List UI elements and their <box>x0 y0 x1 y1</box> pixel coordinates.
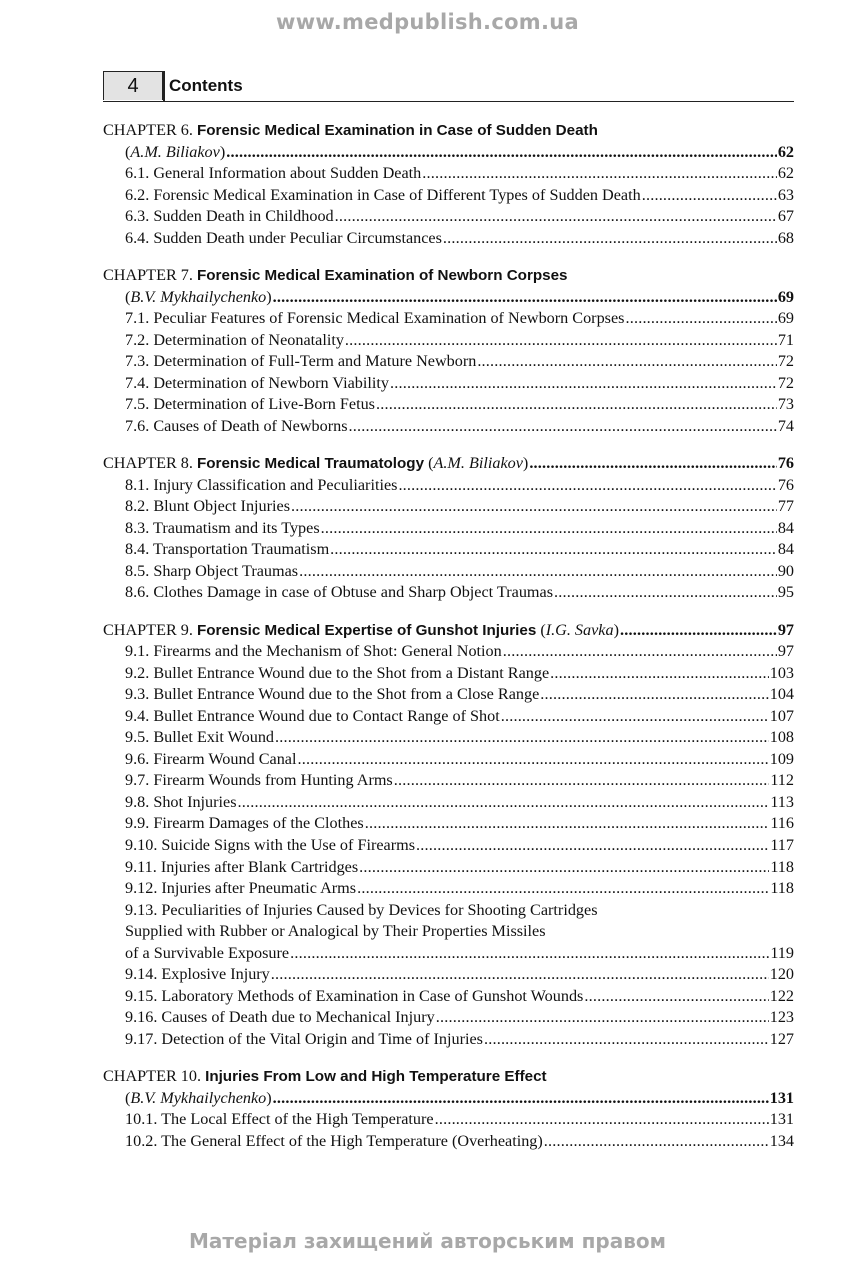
toc-entry[interactable] <box>103 496 794 518</box>
toc-entry[interactable] <box>103 185 794 207</box>
chapter-6-heading[interactable] <box>103 120 794 142</box>
dot-leader <box>476 351 777 373</box>
watermark-top: www.medpublish.com.ua <box>276 10 579 34</box>
chapter-8-prefix: CHAPTER 8. <box>103 454 193 473</box>
toc-entry[interactable] <box>103 1029 794 1051</box>
toc-entry-label: 9.6. Firearm Wound Canal <box>125 749 297 768</box>
chapter-6-title: Forensic Medical Examination in Case of Sudden Death <box>197 122 598 139</box>
dot-leader <box>274 727 769 749</box>
toc-entry-page: 113 <box>770 792 794 811</box>
toc-entry-page: 120 <box>769 965 794 984</box>
toc-entry-page: 68 <box>777 228 794 247</box>
chapter-6-page: 62 <box>777 142 794 161</box>
toc-entry-label: 8.1. Injury Classification and Peculiarities <box>125 475 398 494</box>
dot-leader <box>434 1109 769 1131</box>
toc-entry-multiline[interactable] <box>103 921 794 943</box>
toc-entry-page: 103 <box>769 663 794 682</box>
dot-leader <box>334 206 777 228</box>
toc-entry[interactable] <box>103 813 794 835</box>
dot-leader <box>375 394 777 416</box>
dot-leader <box>358 857 769 879</box>
toc-entry[interactable] <box>103 706 794 728</box>
page-number: 4 <box>103 71 163 100</box>
toc-entry-page: 69 <box>777 309 794 328</box>
toc-entry-page: 112 <box>770 771 794 790</box>
toc-entry-page: 122 <box>769 986 794 1005</box>
toc-entry-label: 7.5. Determination of Live-Born Fetus <box>125 395 375 414</box>
chapter-9-page: 97 <box>777 620 794 639</box>
dot-leader <box>528 453 777 475</box>
toc-entry-page: 71 <box>777 330 794 349</box>
toc-entry-page: 74 <box>777 416 794 435</box>
toc-entry-label: 9.2. Bullet Entrance Wound due to the Shot from a Distant Range <box>125 663 550 682</box>
toc-entry-label: 10.2. The General Effect of the High Temperature (Overheating) <box>125 1131 543 1150</box>
toc-entry[interactable] <box>103 1007 794 1029</box>
chapter-8-author: A.M. Biliakov <box>433 454 523 473</box>
toc-entry-page: 90 <box>777 561 794 580</box>
dot-leader <box>344 330 777 352</box>
dot-leader <box>356 878 769 900</box>
toc-entry-label: 9.16. Causes of Death due to Mechanical Injury <box>125 1008 435 1027</box>
toc-entry[interactable] <box>103 663 794 685</box>
dot-leader <box>502 641 777 663</box>
toc-entry[interactable] <box>103 878 794 900</box>
toc-entry-label: 6.3. Sudden Death in Childhood <box>125 207 334 226</box>
chapter-8-title: Forensic Medical Traumatology <box>197 455 425 473</box>
toc-entry[interactable] <box>103 539 794 561</box>
dot-leader <box>442 228 777 250</box>
toc-entry-label: 6.1. General Information about Sudden Death <box>125 164 422 183</box>
toc-entry-label: 7.3. Determination of Full-Term and Mature Newborn <box>125 352 477 371</box>
dot-leader <box>270 964 769 986</box>
toc-entry[interactable] <box>103 561 794 583</box>
toc-entry-page: 72 <box>777 373 794 392</box>
toc-entry[interactable] <box>103 857 794 879</box>
toc-entry-label: Supplied with Rubber or Analogical by Their Properties Missiles <box>125 922 546 941</box>
toc-entry[interactable] <box>103 518 794 540</box>
toc-entry-page: 116 <box>770 814 794 833</box>
toc-entry[interactable] <box>103 641 794 663</box>
chapter-10-author: B.V. Mykhailychenko <box>130 1088 267 1107</box>
dot-leader <box>543 1131 769 1153</box>
toc-entry-page: 131 <box>769 1110 794 1129</box>
chapter-9-author: I.G. Savka <box>545 620 614 639</box>
dot-leader <box>237 792 770 814</box>
chapter-9-title: Forensic Medical Expertise of Gunshot Injuries <box>197 621 537 639</box>
chapter-10-page: 131 <box>769 1088 794 1107</box>
dot-leader <box>298 561 777 583</box>
toc-entry[interactable] <box>103 1131 794 1153</box>
toc-entry-page: 84 <box>777 540 794 559</box>
dot-leader <box>397 475 776 497</box>
chapter-6-prefix: CHAPTER 6. <box>103 121 193 139</box>
chapter-7-prefix: CHAPTER 7. <box>103 265 193 284</box>
dot-leader <box>421 163 777 185</box>
toc-entry-multiline[interactable] <box>103 943 794 965</box>
dot-leader <box>290 496 777 518</box>
toc-entry-label: 9.15. Laboratory Methods of Examination in Case of Gunshot Wounds <box>125 986 584 1005</box>
toc-entry-label: 8.4. Transportation Traumatism <box>125 540 330 559</box>
chapter-6-author-line[interactable]: (A.M. Biliakov) ..... 62 <box>103 142 794 164</box>
chapter-9-heading[interactable]: CHAPTER 9. Forensic Medical Expertise of Gunshot Injuries (I.G. Savka) ..... 97 <box>103 620 794 642</box>
toc-entry-page: 67 <box>777 207 794 226</box>
toc-entry-page: 63 <box>777 185 794 204</box>
toc-entry-label: 9.8. Shot Injuries <box>125 792 237 811</box>
chapter-7-heading[interactable] <box>103 265 794 287</box>
page-header <box>103 71 794 102</box>
toc-entry-label: 6.2. Forensic Medical Examination in Case of Different Types of Sudden Death <box>125 185 641 204</box>
toc-entry[interactable] <box>103 206 794 228</box>
chapter-9-prefix: CHAPTER 9. <box>103 620 193 639</box>
toc-entry[interactable] <box>103 986 794 1008</box>
toc-entry-multiline[interactable] <box>103 900 794 922</box>
chapter-8-heading[interactable]: CHAPTER 8. Forensic Medical Traumatology (A.M. Biliakov) ..... 76 <box>103 453 794 475</box>
toc-entry-label: of a Survivable Exposure <box>125 943 290 962</box>
chapter-8-page: 76 <box>777 454 794 473</box>
toc-entry-page: 119 <box>770 943 794 962</box>
watermark-bottom: Матеріал захищений авторським правом <box>189 1229 666 1253</box>
toc-entry[interactable] <box>103 770 794 792</box>
dot-leader <box>549 663 769 685</box>
dot-leader <box>272 287 777 309</box>
toc-entry-page: 84 <box>777 518 794 537</box>
dot-leader <box>500 706 769 728</box>
toc-entry-page: 95 <box>777 583 794 602</box>
toc-entry-label: 9.3. Bullet Entrance Wound due to the Shot from a Close Range <box>125 685 540 704</box>
toc-entry-label: 9.14. Explosive Injury <box>125 965 270 984</box>
toc-entry-label: 9.5. Bullet Exit Wound <box>125 728 275 747</box>
dot-leader <box>619 620 777 642</box>
toc-entry-page: 118 <box>770 879 794 898</box>
toc-entry-page: 108 <box>769 728 794 747</box>
toc-entry-page: 117 <box>770 836 794 855</box>
chapter-10-heading[interactable] <box>103 1066 794 1088</box>
dot-leader <box>415 835 769 857</box>
dot-leader <box>348 416 777 438</box>
dot-leader <box>583 986 768 1008</box>
chapter-10-prefix: CHAPTER 10. <box>103 1067 202 1086</box>
header-title: Contents <box>169 76 243 95</box>
toc-entry[interactable] <box>103 228 794 250</box>
toc-entry-page: 118 <box>770 857 794 876</box>
toc-entry[interactable] <box>103 582 794 604</box>
chapter-7-title: Forensic Medical Examination of Newborn Corpses <box>197 266 568 284</box>
dot-leader <box>272 1088 769 1110</box>
toc-entry-page: 73 <box>777 395 794 414</box>
toc-entry[interactable] <box>103 351 794 373</box>
toc-entry[interactable] <box>103 475 794 497</box>
toc-entry[interactable] <box>103 684 794 706</box>
toc-entry[interactable] <box>103 416 794 438</box>
dot-leader <box>320 518 777 540</box>
toc-entry[interactable] <box>103 964 794 986</box>
toc-entry[interactable] <box>103 1109 794 1131</box>
toc-entry-label: 7.2. Determination of Neonatality <box>125 330 344 349</box>
dot-leader <box>329 539 777 561</box>
dot-leader <box>539 684 768 706</box>
toc-entry-label: 8.5. Sharp Object Traumas <box>125 561 299 580</box>
dot-leader <box>553 582 777 604</box>
toc-entry-label: 9.7. Firearm Wounds from Hunting Arms <box>125 771 393 790</box>
dot-leader <box>483 1029 769 1051</box>
toc-entry-page: 77 <box>777 497 794 516</box>
toc-entry[interactable] <box>103 727 794 749</box>
toc-entry-label: 7.4. Determination of Newborn Viability <box>125 373 389 392</box>
toc-entry[interactable] <box>103 749 794 771</box>
toc-entry-page: 134 <box>769 1131 794 1150</box>
chapter-7-author-line[interactable]: (B.V. Mykhailychenko) ..... 69 <box>103 287 794 309</box>
dot-leader <box>435 1007 769 1029</box>
dot-leader <box>364 813 770 835</box>
toc-entry[interactable] <box>103 330 794 352</box>
toc-entry-page: 76 <box>777 475 794 494</box>
toc-entry-label: 9.11. Injuries after Blank Cartridges <box>125 857 359 876</box>
toc-entry-label: 8.6. Clothes Damage in case of Obtuse and Sharp Object Traumas <box>125 583 553 602</box>
toc-entry-label: 6.4. Sudden Death under Peculiar Circumstances <box>125 228 442 247</box>
toc-entry-page: 72 <box>777 352 794 371</box>
dot-leader <box>289 943 769 965</box>
toc-entry-label: 9.10. Suicide Signs with the Use of Firearms <box>125 836 415 855</box>
chapter-10-author-line[interactable]: (B.V. Mykhailychenko) ..... 131 <box>103 1088 794 1110</box>
toc-entry-page: 127 <box>769 1029 794 1048</box>
toc-entry-label: 8.2. Blunt Object Injuries <box>125 497 290 516</box>
dot-leader <box>225 142 777 164</box>
toc-entry-label: 9.4. Bullet Entrance Wound due to Contact Range of Shot <box>125 706 500 725</box>
toc-entry-label: 10.1. The Local Effect of the High Temperature <box>125 1110 434 1129</box>
dot-leader <box>641 185 777 207</box>
chapter-10-title: Injuries From Low and High Temperature Effect <box>205 1068 547 1086</box>
toc-entry-label: 9.9. Firearm Damages of the Clothes <box>125 814 364 833</box>
chapter-6-author: A.M. Biliakov <box>130 142 220 161</box>
dot-leader <box>297 749 769 771</box>
toc-entry-page: 104 <box>769 685 794 704</box>
toc-entry[interactable] <box>103 163 794 185</box>
toc-entry[interactable] <box>103 792 794 814</box>
chapter-7-author: B.V. Mykhailychenko <box>130 287 267 306</box>
toc-entry[interactable] <box>103 394 794 416</box>
chapter-7-page: 69 <box>777 287 794 306</box>
toc-entry-page: 107 <box>769 706 794 725</box>
toc-entry[interactable] <box>103 373 794 395</box>
toc-entry-page: 97 <box>777 642 794 661</box>
dot-leader <box>389 373 777 395</box>
toc-entry-label: 9.17. Detection of the Vital Origin and Time of Injuries <box>125 1029 483 1048</box>
toc-entry-label: 9.13. Peculiarities of Injuries Caused by Devices for Shooting Cartridges <box>125 900 598 919</box>
toc-entry-label: 7.1. Peculiar Features of Forensic Medical Examination of Newborn Corpses <box>125 309 625 328</box>
toc-entry-label: 8.3. Traumatism and its Types <box>125 518 320 537</box>
toc-entry-label: 7.6. Causes of Death of Newborns <box>125 416 348 435</box>
table-of-contents <box>103 120 794 1152</box>
toc-entry[interactable] <box>103 308 794 330</box>
toc-entry-label: 9.1. Firearms and the Mechanism of Shot: General Notion <box>125 642 502 661</box>
header-divider <box>163 71 165 101</box>
toc-entry-page: 123 <box>769 1008 794 1027</box>
toc-entry[interactable] <box>103 835 794 857</box>
toc-entry-page: 62 <box>777 164 794 183</box>
dot-leader <box>624 308 776 330</box>
toc-entry-label: 9.12. Injuries after Pneumatic Arms <box>125 879 357 898</box>
toc-entry-page: 109 <box>769 749 794 768</box>
dot-leader <box>393 770 770 792</box>
